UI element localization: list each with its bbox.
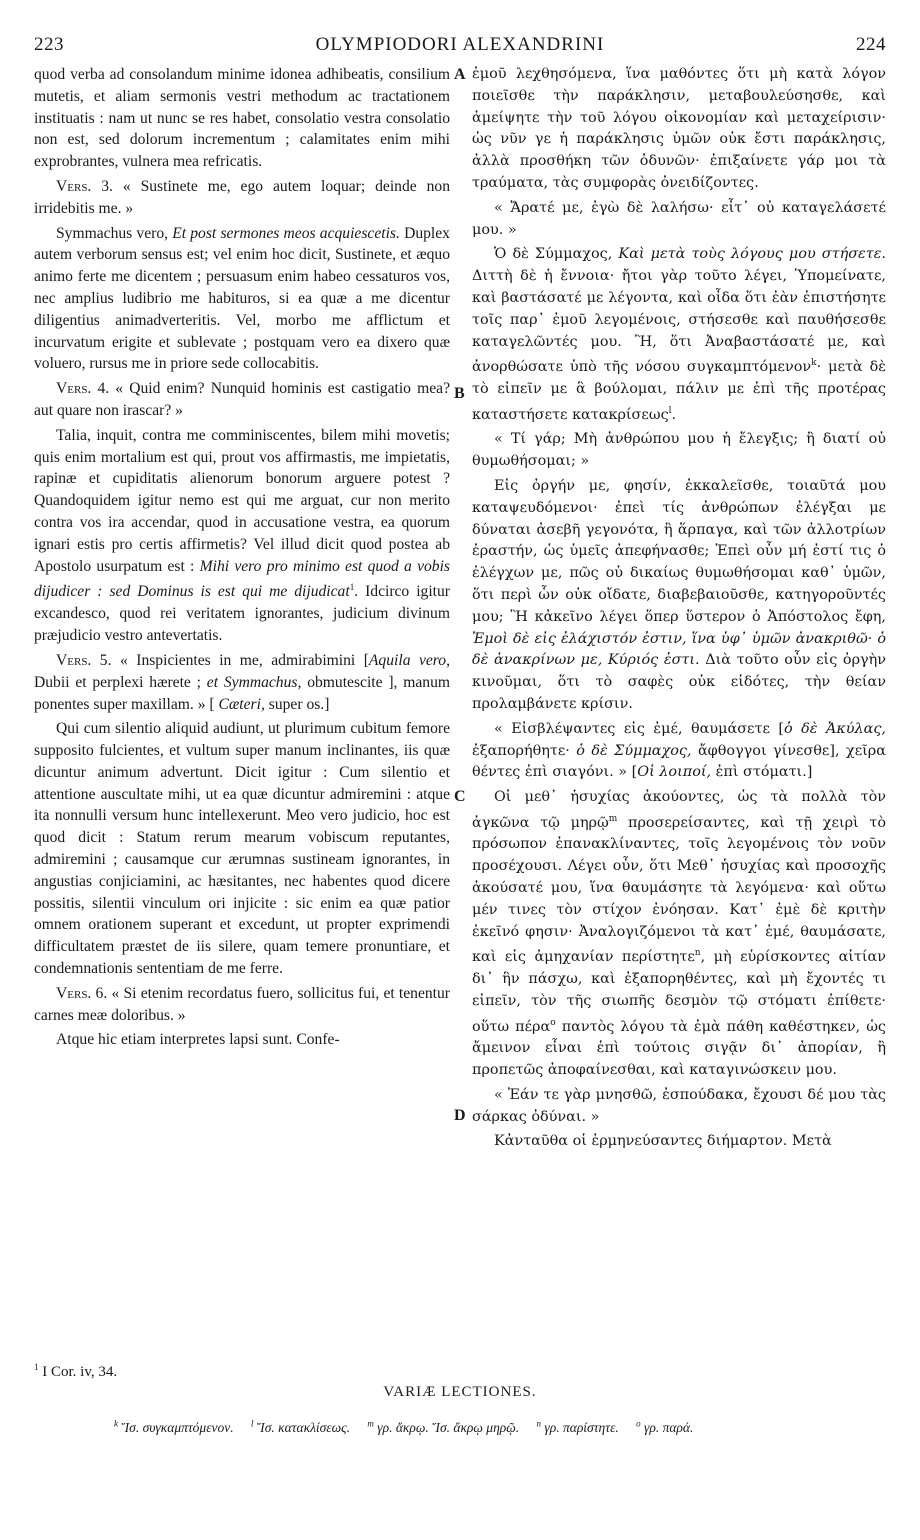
running-title: OLYMPIODORI ALEXANDRINI: [315, 34, 605, 55]
variant-entry: [251, 1420, 350, 1435]
verse-3-greek: « Ἄρατέ με, ἐγὼ δὲ λαλήσω· εἶτ᾽ οὐ καταγελάσετέ μου. »: [472, 199, 886, 238]
verse-label: Vers. 5.: [56, 651, 112, 669]
variant-entry: [114, 1420, 234, 1435]
variant-text: Ἴσ. κατακλίσεως.: [256, 1419, 351, 1435]
text-run: ἐξαπορήθητε·: [472, 742, 570, 759]
variant-entry: [537, 1420, 619, 1435]
variant-text: γρ. παρίστητε.: [544, 1419, 619, 1435]
page-header: [34, 30, 886, 62]
variant-ref: m: [608, 813, 618, 824]
section-marker-c: C: [454, 788, 466, 805]
footnote-number: 1: [34, 1362, 39, 1372]
text-run: « Εἰσβλέψαντες εἰς ἐμέ, θαυμάσετε [: [494, 720, 784, 737]
text-run: προσερείσαντες, καὶ τῇ χειρὶ τὸ πρόσωπον ἐπανακλίναντες, τοῖς λεγομένοις τὸν νοῦν προσέχουσι. Λέγει οὖν, ὅτι Μεθ᾽ ἡσυχίας καὶ προσοχῆς ἀκούσατέ μου, ἵνα θαυμάσητε τὰ λεγόμενα· καὶ οὕτω μέν τινες τὸν στίχον ἐνόησαν. Κατ᾽ ἐμὲ δὲ κριτὴν ἐκεῖνό φησιν· Ἀναλογιζόμενοι τὰ κατ᾽ ἐμέ, θαυμάσατε, καὶ εἰς ἀμηχανίαν περίστητε: [472, 814, 887, 966]
footnote-text: I Cor. iv, 34.: [42, 1364, 118, 1380]
verse-3-latin: [34, 176, 450, 220]
verse-4-greek: « Τί γάρ; Μὴ ἀνθρώπου μου ἡ ἔλεγξις; ἢ διατί οὐ θυμωθήσομαι; »: [472, 431, 886, 470]
verse-4-latin: [34, 378, 450, 422]
variant-letter: o: [636, 1418, 641, 1428]
verse-text: « Sustinete me, ego autem loquar; deinde non irridebitis me. »: [34, 177, 450, 217]
variant-letter: m: [367, 1418, 374, 1428]
latin-paragraph: Atque hic etiam interpretes lapsi sunt. Confe-: [56, 1031, 340, 1049]
text-run: ἐπὶ στόματι.]: [715, 764, 813, 781]
variae-lectiones: [34, 1414, 886, 1437]
italic-quote: ὁ δὲ Ἀκύλας,: [783, 720, 887, 737]
italic-quote: ὁ δὲ Σύμμαχος,: [576, 742, 692, 759]
variant-ref: l: [668, 405, 672, 416]
text-run: Διὰ τοῦτο οὖν εἰς ὀργὴν κινοῦμαι, ὅτι τὸ σαφὲς οὐκ εἰδότες, τὴν θείαν προλαμβάνετε κρίσιν.: [472, 652, 886, 712]
section-marker-b: B: [454, 385, 465, 402]
text-run: Ὁ δὲ Σύμμαχος,: [494, 246, 613, 263]
page: [34, 30, 886, 1520]
variant-text: Ἴσ. συγκαμπτόμενον.: [121, 1419, 234, 1435]
text-run: Εἰς ὀργήν με, φησίν, ἐκκαλεῖσθε, τοιαῦτά μου καταψευδόμενοι· ἐπεὶ τίς ἀνθρώπων ἐλέγξαι με δύναται ἀσεβῆ γεγονότα, ἢ ἅρπαγα, καὶ τῶν ἀλλοτρίων ἐραστήν, ὡς ὑμεῖς ἀπεφήνασθε; Ἐπεὶ οὖν μή ἐστί τις ὁ ἐλέγχων με, πῶς οὐ δικαίως θυμωθήσομαι καθ᾽ ὑμῶν, ὅτι περὶ ὧν οὐκ οἴδατε, διαβεβαιοῦσθε, κατηγοροῦντές μου; Ἢ κἀκεῖνο λέγει ὅπερ ὕστερον ὁ Ἀπόστολος ἔφη,: [472, 477, 886, 625]
italic-quote: Mihi vero pro minimo est quod a vobis dijudicer : sed Dominus is est qui me dijudicat: [34, 557, 450, 601]
greek-column: [472, 64, 886, 1156]
text-run: « Inspicientes in me, admirabimini [: [119, 651, 369, 669]
footnote-ref: 1: [349, 582, 355, 593]
italic-quote: Ἐμοὶ δὲ εἰς ἐλάχιστόν ἐστιν, ἵνα ὑφ᾽ ὑμῶν ἀνακριθῶ· ὁ δὲ ἀνακρίνων με, Κύριός ἐστι.: [472, 630, 886, 669]
latin-column: [34, 64, 450, 1054]
text-run: , μὴ εὑρίσκοντες αἰτίαν δι᾽ ἣν πάσχω, καὶ ἐξαπορηθέντες, καὶ μὴ ἔχοντές τι εἰπεῖν, τὸν τῆς σιωπῆς δεσμὸν τῷ στόματι ἐπίθετε· οὕτω πέρα: [472, 949, 887, 1035]
text-run: Dubii et perplexi hærete ;: [34, 673, 201, 691]
variant-text: γρ. ἄκρῳ. Ἴσ. ἄκρῳ μηρῷ.: [377, 1419, 520, 1435]
variant-letter: n: [536, 1418, 542, 1428]
text-run: ἄφθογγοι γίνεσθε], χεῖρα θέντες ἐπὶ σιαγόνι. » [: [472, 742, 886, 781]
italic-quote: Καὶ μετὰ τοὺς λόγους μου στήσετε.: [618, 246, 886, 263]
verse-5-latin: [34, 650, 450, 715]
section-marker-d: D: [454, 1107, 466, 1124]
verse-5-greek: [472, 719, 886, 784]
variant-ref: n: [694, 948, 701, 959]
verse-6-latin: [34, 983, 450, 1027]
variant-ref: k: [811, 358, 817, 369]
text-run: · μετὰ δὲ τὸ εἰπεῖν με ἃ βούλομαι, πάλιν με ἐπὶ τῆς προτέρας καταστήσετε κατακρίσεως: [472, 359, 886, 423]
greek-paragraph: [472, 476, 886, 716]
verse-label: Vers. 3.: [56, 177, 113, 195]
variant-letter: l: [251, 1418, 254, 1428]
italic-quote: Cæteri,: [218, 695, 265, 713]
greek-paragraph: [472, 244, 886, 426]
variant-ref: o: [550, 1017, 556, 1028]
verse-text: « Quid enim? Nunquid hominis est castigatio mea? aut quare non irascar? »: [34, 380, 450, 419]
latin-paragraph: [34, 223, 450, 376]
text-run: Duplex autem verborum sensus est; vel enim hoc dicit, Sustinete, et æquo animo ferte me dicentem ; persuasum enim habeo cessaturos vos, nec amplius ludibrio me habituros, si ea quæ a me dicentur diligentius animadverteritis. Vel, morbo me afflictum et incurvatum erigite et sublevate ; postquam vero ea dixero quæ voluero, rursus me in priore sede collocabitis.: [34, 224, 450, 373]
latin-paragraph: [34, 425, 450, 647]
text-run: παντὸς λόγου τὰ ἐμὰ πάθη καθέστηκεν, ὡς ἄμεινον εἶναι ἐπὶ τούτοις σιγᾷν δι᾽ ἀπορίαν, ἢ προπετῶς ἀποφαίνεσθαι, καὶ καταγινώσκειν μου.: [472, 1018, 886, 1079]
greek-paragraph: ἐμοῦ λεχθησόμενα, ἵνα μαθόντες ὅτι μὴ κατὰ λόγον ποιεῖσθε τὴν παράκλησιν, μεταβουλεύσησθε, καὶ ἀμείψητε τὴν τοῦ λόγου οἰκονομίαν καὶ μεταχείρισιν· ὡς νῦν γε ἡ παράκλησις ὑμῶν οὐκ ἔστι παράκλησις, ἀλλὰ προσθήκη τῶν ὀδυνῶν· ἐπιξαίνετε γάρ μοι τὰ τραύματα, τὰς συμφορὰς ὀνειδίζοντες.: [472, 66, 886, 191]
verse-label: Vers. 6.: [56, 984, 108, 1002]
text-run: .: [671, 406, 677, 423]
footnote: [34, 1362, 117, 1381]
variae-lectiones-title: VARIÆ LECTIONES.: [383, 1384, 537, 1400]
text-run: Talia, inquit, contra me comminiscentes, bilem mihi movetis; quis enim mortalium est qui, prout vos affirmastis, me impietatis, rapinæ et cupiditatis alienorum bonorum arguere potest ? Quandoquidem igitur nemo est qui me arguat, cur non merito contra vos ira accendar, quod in accusatione vestra, ea quorum ignari estis pro certis affirmetis? Vel illud dicit quod postea ab Apostolo usurpatum est :: [34, 426, 450, 575]
text-run: obmutescite ], manum ponentes super maxillam. » [: [34, 673, 451, 713]
verse-label: Vers. 4.: [56, 380, 110, 398]
verse-text: « Si etenim recordatus fuero, sollicitus fui, et tenentur carnes meæ doloribus. »: [34, 984, 450, 1024]
variant-entry: [636, 1420, 693, 1435]
text-run: super os.]: [268, 695, 330, 713]
text-run: Οἱ μεθ᾽ ἡσυχίας ἀκούοντες, ὡς τὰ πολλὰ τὸν ἀγκῶνα τῷ μηρῷ: [472, 789, 886, 831]
text-run: Διττὴ δὲ ἡ ἔννοια· ἤτοι γὰρ τοῦτο λέγει, Ὑπομείνατε, καὶ βαστάσατέ με λέγοντα, καὶ οἶδα ὅτι ἐὰν ἐπιστήσητε τοῖς παρ᾽ ἐμοῦ λεγομένοις, στήσεσθε καὶ παυθήσεσθε καταγελῶντές μου. Ἢ, ὅτι Ἀναβαστάσατέ με, καὶ ἀνορθώσατε ὑπὸ τῆς νόσου συγκαμπτόμενον: [472, 268, 886, 376]
italic-quote: Οἱ λοιποί,: [637, 764, 712, 781]
italic-quote: et Symmachus,: [206, 673, 302, 691]
text-run: . Idcirco igitur excandesco, quod rei veritatem ignorantes, judicium divinum præjudicio vestro antevertatis.: [34, 583, 450, 645]
page-number-right: 224: [856, 34, 886, 55]
variant-entry: [367, 1420, 519, 1435]
text-run: Symmachus vero,: [56, 224, 169, 242]
greek-paragraph: [472, 787, 886, 1082]
latin-paragraph: quod verba ad consolandum minime idonea adhibeatis, consilium mutetis, et aliam sermonis vestri methodum ac tractationem instituatis : nam ut nunc se res habet, consolatio vestra consolatio non est, sed dolorum incrementum ; calamitates enim mihi exprobrantes, vulnera mea refricatis.: [34, 66, 450, 171]
section-marker-a: A: [454, 66, 466, 83]
greek-paragraph: Κἀνταῦθα οἱ ἑρμηνεύσαντες διήμαρτον. Μετὰ: [494, 1133, 832, 1150]
variant-text: γρ. παρά.: [644, 1419, 694, 1435]
verse-6-greek: « Ἐάν τε γὰρ μνησθῶ, ἐσπούδακα, ἔχουσι δέ μου τὰς σάρκας ὀδύναι. »: [472, 1086, 886, 1125]
italic-quote: Et post sermones meos acquiescetis.: [172, 224, 400, 242]
page-number-left: 223: [34, 34, 64, 55]
variant-letter: k: [114, 1418, 118, 1428]
italic-quote: Aquila vero,: [368, 651, 450, 669]
latin-paragraph: Qui cum silentio aliquid audiunt, ut plurimum cubitum femore supposito fulcientes, et vultum super manum inclinantes, iis quæ dicuntur animum advertunt. Dicit igitur : Cum silentio et attentione auscultate mihi, ut ea quæ dicuntur admiremini : atque ita nonnulli versum hunc intellexerunt. Meo vero judicio, hoc est quod dicit : Statum rerum mearum vobiscum reputantes, admiremini ; causamque cur ærumnas sustineam ignorantes, in angustias conjiciamini, ac hæsitantes, nec habentes quod dicere possitis, silentii vinculum ori injicite : sic enim ea quæ patior omnem orationem superant et excedunt, ut propter exprimendi difficultatem præstet de iis silere, quam temere pronuntiare, et condemnationis sententiam de me ferre.: [34, 720, 450, 978]
